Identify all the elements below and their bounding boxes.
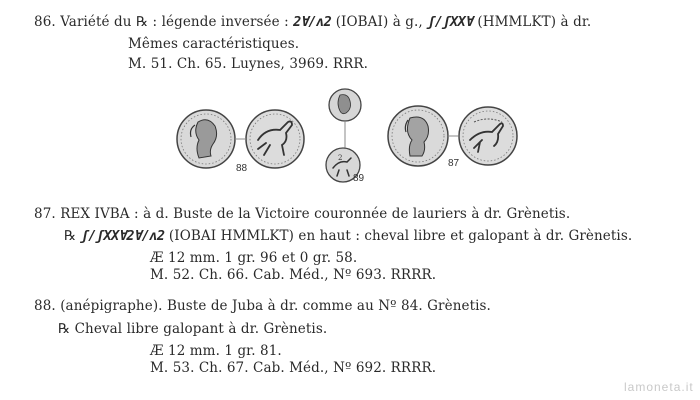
punic-legend: ʃ/ʃXXⱯ2Ɐ/ʌ2	[80, 228, 165, 244]
coin-label-89: 89	[353, 173, 365, 184]
entry-text: (anépigraphe). Buste de Juba à dr. comme au Nº 84. Grènetis.	[60, 298, 491, 314]
coin-label-88: 88	[236, 163, 248, 174]
entry-number: 86.	[34, 14, 56, 30]
entry-87-line-1	[34, 206, 570, 222]
entry-text: Variété du ℞ : légende inversée :	[60, 14, 294, 30]
entry-88-line-1	[34, 298, 491, 314]
entry-text: (IOBAI HMMLKT) en haut : cheval libre et galopant à dr. Grènetis.	[164, 228, 633, 244]
watermark: lamoneta.it	[624, 380, 694, 394]
svg-text:2: 2	[338, 154, 343, 162]
punic-legend: 2Ɐ/ʌ2	[293, 14, 332, 30]
entry-88-line-4: M. 53. Ch. 67. Cab. Méd., Nº 692. RRRR.	[150, 360, 437, 376]
entry-88-line-2: ℞ Cheval libre galopant à dr. Grènetis.	[58, 321, 328, 337]
coin-88-reverse	[246, 110, 304, 168]
entry-number: 88.	[34, 298, 56, 314]
entry-87-line-2	[64, 228, 632, 244]
reverse-symbol: ℞	[64, 228, 81, 244]
coin-88-obverse	[177, 110, 235, 168]
entry-88-line-3: Æ 12 mm. 1 gr. 81.	[150, 343, 282, 359]
entry-text: (HMMLKT) à dr.	[472, 14, 592, 30]
entry-86-line-3: M. 51. Ch. 65. Luynes, 3969. RRR.	[128, 56, 369, 72]
coin-89-obverse	[329, 89, 361, 121]
entry-number: 87.	[34, 206, 56, 222]
entry-87-line-3: Æ 12 mm. 1 gr. 96 et 0 gr. 58.	[150, 250, 358, 266]
coin-87-reverse	[459, 107, 517, 165]
entry-text: REX IVBA : à d. Buste de la Victoire couronnée de lauriers à dr. Grènetis.	[60, 206, 571, 222]
entry-text: (IOBAI) à g.,	[331, 14, 428, 30]
coin-87-obverse	[388, 106, 448, 166]
entry-86-line-1	[34, 14, 591, 30]
punic-legend: ʃ/ʃXXⱯ	[427, 14, 473, 30]
entry-86-line-2: Mêmes caractéristiques.	[128, 36, 300, 52]
entry-87-line-4: M. 52. Ch. 66. Cab. Méd., Nº 693. RRRR.	[150, 267, 437, 283]
coin-label-87: 87	[448, 158, 460, 169]
